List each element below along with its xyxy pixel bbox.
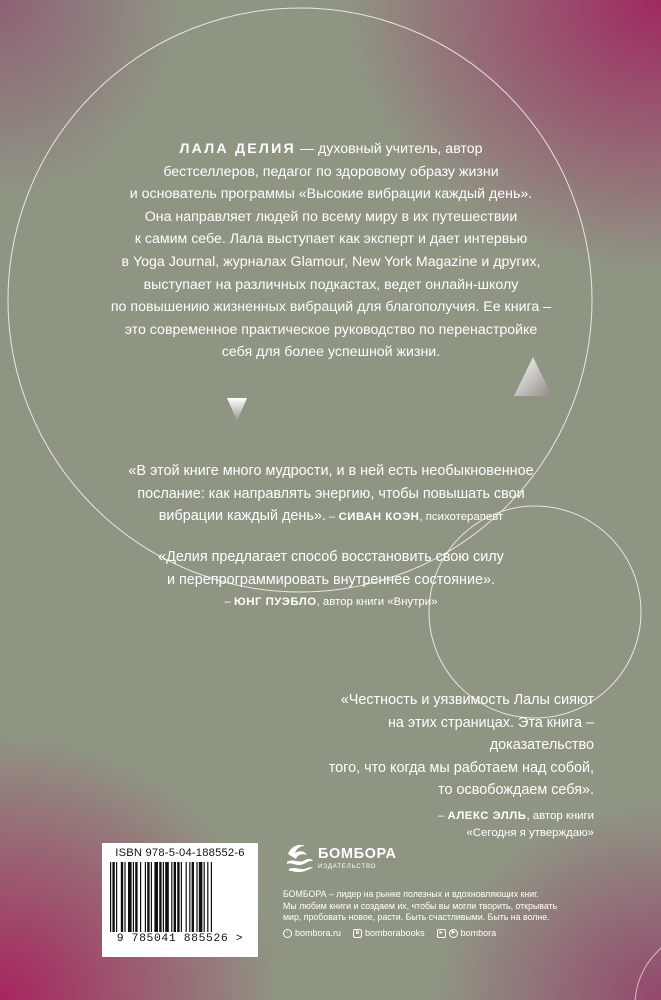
bio-line: к самим себе. Лала выступает как эксперт и дает интервью — [134, 231, 528, 248]
youtube-icon: ▸ — [437, 929, 446, 938]
triangle-down-shape — [227, 398, 247, 421]
quote-line: и перепрограммировать внутреннее состояние». — [166, 571, 496, 588]
isbn-barcode — [102, 843, 258, 957]
social-link-website[interactable]: · bombora.ru — [283, 928, 341, 938]
bio-line: бестселлеров, педагог по здоровому образу жизни — [163, 163, 499, 180]
quote-author-role-line2: «Сегодня я утверждаю» — [466, 826, 594, 839]
blurb-line: БОМБОРА – лидер на рынке полезных и вдохновляющих книг. — [283, 889, 539, 899]
social-link-vk[interactable]: в bomborabooks — [353, 928, 425, 938]
quote-line: послание: как направлять энергию, чтобы повышать свои — [137, 485, 525, 502]
blurb-line: мир, пробовать новое, расти. Быть счастливыми. Быть на волне. — [283, 912, 550, 923]
social-link-youtube-telegram[interactable]: ▸ ➤ bombora — [437, 928, 497, 938]
quote-author-role: , психотерапевт — [419, 511, 504, 523]
telegram-icon: ➤ — [450, 929, 456, 936]
bottom-right-circle-outline — [635, 930, 661, 1000]
author-bio — [92, 138, 570, 364]
quote-author: СИВАН КОЭН — [338, 511, 420, 523]
barcode-bars — [106, 862, 254, 932]
review-quote-2 — [92, 546, 570, 614]
social-links — [283, 928, 496, 938]
logo-name: БОМБОРА — [318, 846, 397, 862]
publisher-blurb — [283, 889, 603, 924]
bio-line: и основатель программы «Высокие вибрации каждый день». — [129, 186, 533, 203]
bio-line: это современное практическое руководство по перенастройке — [124, 321, 538, 338]
publisher-logo — [285, 840, 435, 880]
bio-line: Она направляет людей по всему миру в их путешествии — [144, 208, 518, 225]
quote-author-role: , автор книги «Внутри» — [316, 596, 438, 608]
vk-icon: в — [353, 929, 362, 938]
author-name: ЛАЛА ДЕЛИЯ — [179, 141, 296, 157]
isbn-number: ISBN 978-5-04-188552-6 — [115, 847, 245, 859]
review-quote-3 — [322, 689, 594, 842]
logo-subtitle: ИЗДАТЕЛЬСТВО — [318, 863, 377, 870]
bio-line: выступает на различных подкастах, ведет онлайн-школу — [143, 276, 519, 293]
quote-author: ЮНГ ПУЭБЛО — [234, 596, 317, 608]
review-quote-1 — [92, 460, 570, 529]
bombora-wave-icon — [285, 840, 315, 876]
bio-line: в Yoga Journal, журналах Glamour, New York Magazine и других, — [121, 253, 541, 270]
quote-line: «Делия предлагает способ восстановить свою силу — [158, 549, 504, 565]
bio-line: себя для более успешной жизни. — [221, 344, 441, 361]
barcode-digits: 9 785041 885526 > — [116, 933, 244, 945]
blurb-line: Мы любим книги и создаем их, чтобы вы могли творить, открывать — [283, 900, 558, 911]
quote-line: то освобождаем себя». — [438, 782, 594, 799]
globe-icon: · — [283, 929, 292, 938]
bio-line: ЛАЛА ДЕЛИЯ — духовный учитель, автор — [179, 141, 483, 157]
bio-line: по повышению жизненных вибраций для благополучия. Ее книга – — [110, 299, 552, 316]
quote-author: АЛЕКС ЭЛЛЬ — [447, 809, 527, 822]
quote-line: того, что когда мы работаем над собой, — [328, 759, 594, 776]
quote-line: «Честность и уязвимость Лалы сияют — [340, 692, 594, 708]
quote-line: «В этой книге много мудрости, и в ней есть необыкновенное — [128, 463, 534, 479]
quote-author-role: , автор книги — [526, 809, 594, 822]
quote-line: вибрации каждый день». – СИВАН КОЭН, психотерапевт — [158, 508, 504, 524]
quote-attribution: – ЮНГ ПУЭБЛО, автор книги «Внутри» — [224, 596, 438, 608]
quote-line: на этих страницах. Эта книга – доказательство — [387, 714, 594, 754]
quote-attribution: – АЛЕКС ЭЛЛЬ, автор книги «Сегодня я утверждаю» — [322, 808, 594, 842]
